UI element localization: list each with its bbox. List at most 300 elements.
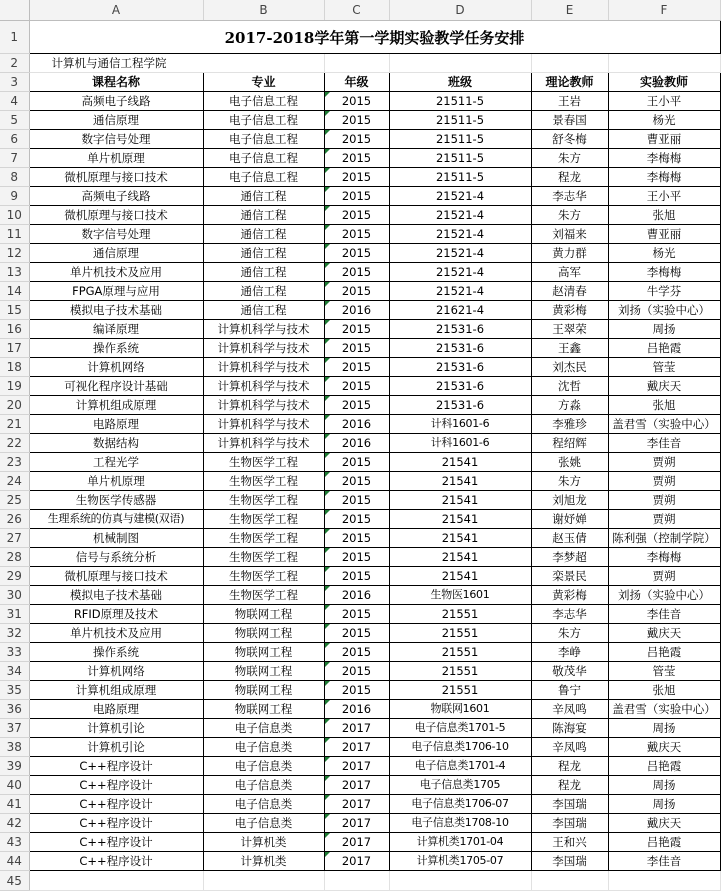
grade-cell[interactable]: 2015 [324, 320, 389, 339]
column-header-d[interactable]: D [389, 0, 531, 21]
lab-teacher-cell[interactable]: 曹亚丽 [608, 225, 720, 244]
row-number[interactable]: 7 [0, 149, 29, 168]
empty-cell[interactable] [324, 54, 389, 73]
grade-cell[interactable]: 2015 [324, 339, 389, 358]
course-name-cell[interactable]: C++程序设计 [29, 757, 203, 776]
class-cell[interactable]: 21551 [389, 624, 531, 643]
column-header-c[interactable]: C [324, 0, 389, 21]
major-cell[interactable]: 生物医学工程 [203, 491, 324, 510]
lab-teacher-cell[interactable]: 戴庆天 [608, 738, 720, 757]
lab-teacher-cell[interactable]: 王小平 [608, 92, 720, 111]
lab-teacher-cell[interactable]: 杨光 [608, 111, 720, 130]
major-cell[interactable]: 生物医学工程 [203, 510, 324, 529]
theory-teacher-cell[interactable]: 刘福来 [531, 225, 608, 244]
theory-teacher-cell[interactable]: 朱方 [531, 624, 608, 643]
theory-teacher-cell[interactable]: 陈海宴 [531, 719, 608, 738]
header-lab-teacher[interactable]: 实验教师 [608, 73, 720, 92]
theory-teacher-cell[interactable]: 辛凤鸣 [531, 700, 608, 719]
column-header-a[interactable]: A [29, 0, 203, 21]
course-name-cell[interactable]: 微机原理与接口技术 [29, 567, 203, 586]
major-cell[interactable]: 计算机科学与技术 [203, 415, 324, 434]
empty-cell[interactable] [29, 871, 203, 891]
grade-cell[interactable]: 2017 [324, 833, 389, 852]
lab-teacher-cell[interactable]: 王小平 [608, 187, 720, 206]
theory-teacher-cell[interactable]: 辛凤鸣 [531, 738, 608, 757]
theory-teacher-cell[interactable]: 方淼 [531, 396, 608, 415]
class-cell[interactable]: 21531-6 [389, 339, 531, 358]
grade-cell[interactable]: 2016 [324, 434, 389, 453]
row-number[interactable]: 8 [0, 168, 29, 187]
course-name-cell[interactable]: 计算机组成原理 [29, 396, 203, 415]
course-name-cell[interactable]: C++程序设计 [29, 852, 203, 871]
class-cell[interactable]: 21541 [389, 453, 531, 472]
major-cell[interactable]: 电子信息类 [203, 795, 324, 814]
theory-teacher-cell[interactable]: 高军 [531, 263, 608, 282]
empty-cell[interactable] [389, 54, 531, 73]
grade-cell[interactable]: 2017 [324, 776, 389, 795]
course-name-cell[interactable]: 微机原理与接口技术 [29, 168, 203, 187]
theory-teacher-cell[interactable]: 程龙 [531, 776, 608, 795]
class-cell[interactable]: 21511-5 [389, 149, 531, 168]
lab-teacher-cell[interactable]: 吕艳霞 [608, 643, 720, 662]
lab-teacher-cell[interactable]: 管莹 [608, 358, 720, 377]
major-cell[interactable]: 物联网工程 [203, 681, 324, 700]
empty-cell[interactable] [608, 54, 720, 73]
row-number[interactable]: 41 [0, 795, 29, 814]
major-cell[interactable]: 生物医学工程 [203, 586, 324, 605]
row-number[interactable]: 22 [0, 434, 29, 453]
row-number[interactable]: 17 [0, 339, 29, 358]
grade-cell[interactable]: 2015 [324, 662, 389, 681]
theory-teacher-cell[interactable]: 敬茂华 [531, 662, 608, 681]
grade-cell[interactable]: 2016 [324, 700, 389, 719]
major-cell[interactable]: 通信工程 [203, 225, 324, 244]
grade-cell[interactable]: 2015 [324, 358, 389, 377]
class-cell[interactable]: 21521-4 [389, 263, 531, 282]
class-cell[interactable]: 21551 [389, 605, 531, 624]
class-cell[interactable]: 21531-6 [389, 396, 531, 415]
row-number[interactable]: 4 [0, 92, 29, 111]
row-number[interactable]: 36 [0, 700, 29, 719]
course-name-cell[interactable]: 计算机组成原理 [29, 681, 203, 700]
major-cell[interactable]: 生物医学工程 [203, 453, 324, 472]
major-cell[interactable]: 计算机科学与技术 [203, 377, 324, 396]
major-cell[interactable]: 通信工程 [203, 282, 324, 301]
lab-teacher-cell[interactable]: 曹亚丽 [608, 130, 720, 149]
lab-teacher-cell[interactable]: 杨光 [608, 244, 720, 263]
theory-teacher-cell[interactable]: 张姚 [531, 453, 608, 472]
grade-cell[interactable]: 2017 [324, 795, 389, 814]
class-cell[interactable]: 21511-5 [389, 92, 531, 111]
course-name-cell[interactable]: 电路原理 [29, 415, 203, 434]
grade-cell[interactable]: 2015 [324, 396, 389, 415]
grade-cell[interactable]: 2015 [324, 263, 389, 282]
row-number[interactable]: 30 [0, 586, 29, 605]
major-cell[interactable]: 电子信息工程 [203, 168, 324, 187]
theory-teacher-cell[interactable]: 栾景民 [531, 567, 608, 586]
course-name-cell[interactable]: C++程序设计 [29, 814, 203, 833]
class-cell[interactable]: 21551 [389, 681, 531, 700]
lab-teacher-cell[interactable]: 贾朔 [608, 567, 720, 586]
theory-teacher-cell[interactable]: 王鑫 [531, 339, 608, 358]
grade-cell[interactable]: 2016 [324, 586, 389, 605]
row-number[interactable]: 40 [0, 776, 29, 795]
class-cell[interactable]: 电子信息类1708-10 [389, 814, 531, 833]
theory-teacher-cell[interactable]: 李志华 [531, 187, 608, 206]
grade-cell[interactable]: 2015 [324, 643, 389, 662]
class-cell[interactable]: 电子信息类1706-10 [389, 738, 531, 757]
theory-teacher-cell[interactable]: 李国瑞 [531, 852, 608, 871]
empty-cell[interactable] [324, 871, 389, 891]
lab-teacher-cell[interactable]: 盖君雪（实验中心） [608, 700, 720, 719]
theory-teacher-cell[interactable]: 朱方 [531, 472, 608, 491]
row-number[interactable]: 1 [0, 21, 29, 54]
row-number[interactable]: 11 [0, 225, 29, 244]
row-number[interactable]: 19 [0, 377, 29, 396]
class-cell[interactable]: 电子信息类1706-07 [389, 795, 531, 814]
empty-cell[interactable] [531, 54, 608, 73]
lab-teacher-cell[interactable]: 周扬 [608, 320, 720, 339]
major-cell[interactable]: 电子信息工程 [203, 130, 324, 149]
theory-teacher-cell[interactable]: 程龙 [531, 757, 608, 776]
grade-cell[interactable]: 2016 [324, 415, 389, 434]
course-name-cell[interactable]: 可视化程序设计基础 [29, 377, 203, 396]
grade-cell[interactable]: 2015 [324, 472, 389, 491]
lab-teacher-cell[interactable]: 戴庆天 [608, 377, 720, 396]
header-grade[interactable]: 年级 [324, 73, 389, 92]
row-number[interactable]: 13 [0, 263, 29, 282]
course-name-cell[interactable]: 通信原理 [29, 244, 203, 263]
course-name-cell[interactable]: 单片机原理 [29, 472, 203, 491]
header-major[interactable]: 专业 [203, 73, 324, 92]
lab-teacher-cell[interactable]: 吕艳霞 [608, 757, 720, 776]
course-name-cell[interactable]: 计算机引论 [29, 738, 203, 757]
course-name-cell[interactable]: 单片机技术及应用 [29, 263, 203, 282]
class-cell[interactable]: 电子信息类1701-4 [389, 757, 531, 776]
class-cell[interactable]: 21531-6 [389, 320, 531, 339]
grade-cell[interactable]: 2015 [324, 681, 389, 700]
header-class[interactable]: 班级 [389, 73, 531, 92]
course-name-cell[interactable]: 操作系统 [29, 339, 203, 358]
theory-teacher-cell[interactable]: 朱方 [531, 206, 608, 225]
row-number[interactable]: 28 [0, 548, 29, 567]
header-course-name[interactable]: 课程名称 [29, 73, 203, 92]
class-cell[interactable]: 21521-4 [389, 244, 531, 263]
class-cell[interactable]: 计科1601-6 [389, 434, 531, 453]
row-number[interactable]: 44 [0, 852, 29, 871]
theory-teacher-cell[interactable]: 朱方 [531, 149, 608, 168]
lab-teacher-cell[interactable]: 李梅梅 [608, 149, 720, 168]
row-number[interactable]: 24 [0, 472, 29, 491]
row-number[interactable]: 42 [0, 814, 29, 833]
course-name-cell[interactable]: 生理系统的仿真与建模(双语) [29, 510, 203, 529]
course-name-cell[interactable]: 高频电子线路 [29, 92, 203, 111]
class-cell[interactable]: 21511-5 [389, 111, 531, 130]
grade-cell[interactable]: 2015 [324, 168, 389, 187]
class-cell[interactable]: 21521-4 [389, 206, 531, 225]
major-cell[interactable]: 电子信息类 [203, 814, 324, 833]
class-cell[interactable]: 21551 [389, 662, 531, 681]
theory-teacher-cell[interactable]: 王和兴 [531, 833, 608, 852]
row-number[interactable]: 25 [0, 491, 29, 510]
row-number[interactable]: 45 [0, 871, 29, 891]
lab-teacher-cell[interactable]: 周扬 [608, 795, 720, 814]
course-name-cell[interactable]: 计算机网络 [29, 662, 203, 681]
major-cell[interactable]: 电子信息工程 [203, 111, 324, 130]
theory-teacher-cell[interactable]: 李雅珍 [531, 415, 608, 434]
theory-teacher-cell[interactable]: 王岩 [531, 92, 608, 111]
lab-teacher-cell[interactable]: 李佳音 [608, 852, 720, 871]
grade-cell[interactable]: 2015 [324, 624, 389, 643]
major-cell[interactable]: 通信工程 [203, 187, 324, 206]
row-number[interactable]: 26 [0, 510, 29, 529]
grade-cell[interactable]: 2017 [324, 719, 389, 738]
major-cell[interactable]: 计算机类 [203, 833, 324, 852]
row-number[interactable]: 18 [0, 358, 29, 377]
select-all-corner[interactable] [0, 0, 29, 21]
major-cell[interactable]: 计算机科学与技术 [203, 320, 324, 339]
class-cell[interactable]: 物联网1601 [389, 700, 531, 719]
empty-cell[interactable] [531, 871, 608, 891]
lab-teacher-cell[interactable]: 李佳音 [608, 434, 720, 453]
course-name-cell[interactable]: 模拟电子技术基础 [29, 586, 203, 605]
theory-teacher-cell[interactable]: 李国瑞 [531, 795, 608, 814]
lab-teacher-cell[interactable]: 吕艳霞 [608, 833, 720, 852]
course-name-cell[interactable]: 数字信号处理 [29, 130, 203, 149]
lab-teacher-cell[interactable]: 管莹 [608, 662, 720, 681]
grade-cell[interactable]: 2015 [324, 529, 389, 548]
theory-teacher-cell[interactable]: 李志华 [531, 605, 608, 624]
theory-teacher-cell[interactable]: 李梦超 [531, 548, 608, 567]
major-cell[interactable]: 计算机科学与技术 [203, 358, 324, 377]
lab-teacher-cell[interactable]: 贾朔 [608, 472, 720, 491]
theory-teacher-cell[interactable]: 谢妤婵 [531, 510, 608, 529]
course-name-cell[interactable]: 高频电子线路 [29, 187, 203, 206]
lab-teacher-cell[interactable]: 周扬 [608, 719, 720, 738]
grade-cell[interactable]: 2015 [324, 244, 389, 263]
major-cell[interactable]: 通信工程 [203, 301, 324, 320]
class-cell[interactable]: 计算机类1705-07 [389, 852, 531, 871]
theory-teacher-cell[interactable]: 沈哲 [531, 377, 608, 396]
grade-cell[interactable]: 2017 [324, 757, 389, 776]
row-number[interactable]: 12 [0, 244, 29, 263]
class-cell[interactable]: 21531-6 [389, 358, 531, 377]
course-name-cell[interactable]: 通信原理 [29, 111, 203, 130]
row-number[interactable]: 14 [0, 282, 29, 301]
row-number[interactable]: 5 [0, 111, 29, 130]
theory-teacher-cell[interactable]: 刘旭龙 [531, 491, 608, 510]
grade-cell[interactable]: 2015 [324, 282, 389, 301]
grade-cell[interactable]: 2015 [324, 225, 389, 244]
class-cell[interactable]: 21541 [389, 472, 531, 491]
course-name-cell[interactable]: FPGA原理与应用 [29, 282, 203, 301]
row-number[interactable]: 21 [0, 415, 29, 434]
theory-teacher-cell[interactable]: 刘杰民 [531, 358, 608, 377]
lab-teacher-cell[interactable]: 李梅梅 [608, 168, 720, 187]
row-number[interactable]: 35 [0, 681, 29, 700]
lab-teacher-cell[interactable]: 李梅梅 [608, 548, 720, 567]
row-number[interactable]: 20 [0, 396, 29, 415]
major-cell[interactable]: 电子信息工程 [203, 92, 324, 111]
course-name-cell[interactable]: 模拟电子技术基础 [29, 301, 203, 320]
major-cell[interactable]: 通信工程 [203, 244, 324, 263]
course-name-cell[interactable]: C++程序设计 [29, 776, 203, 795]
row-number[interactable]: 3 [0, 73, 29, 92]
row-number[interactable]: 9 [0, 187, 29, 206]
course-name-cell[interactable]: 数据结构 [29, 434, 203, 453]
row-number[interactable]: 16 [0, 320, 29, 339]
row-number[interactable]: 27 [0, 529, 29, 548]
sheet-title[interactable]: 2017-2018学年第一学期实验教学任务安排 [29, 21, 720, 54]
class-cell[interactable]: 21551 [389, 643, 531, 662]
theory-teacher-cell[interactable]: 王翠荣 [531, 320, 608, 339]
major-cell[interactable]: 物联网工程 [203, 624, 324, 643]
lab-teacher-cell[interactable]: 陈利强（控制学院） [608, 529, 720, 548]
major-cell[interactable]: 物联网工程 [203, 605, 324, 624]
grade-cell[interactable]: 2015 [324, 491, 389, 510]
row-number[interactable]: 15 [0, 301, 29, 320]
lab-teacher-cell[interactable]: 张旭 [608, 681, 720, 700]
lab-teacher-cell[interactable]: 刘扬（实验中心） [608, 301, 720, 320]
column-header-b[interactable]: B [203, 0, 324, 21]
class-cell[interactable]: 电子信息类1705 [389, 776, 531, 795]
column-header-f[interactable]: F [608, 0, 720, 21]
lab-teacher-cell[interactable]: 张旭 [608, 396, 720, 415]
grade-cell[interactable]: 2015 [324, 548, 389, 567]
grade-cell[interactable]: 2015 [324, 206, 389, 225]
course-name-cell[interactable]: 数字信号处理 [29, 225, 203, 244]
major-cell[interactable]: 电子信息类 [203, 738, 324, 757]
major-cell[interactable]: 生物医学工程 [203, 567, 324, 586]
class-cell[interactable]: 21541 [389, 567, 531, 586]
class-cell[interactable]: 生物医1601 [389, 586, 531, 605]
lab-teacher-cell[interactable]: 戴庆天 [608, 814, 720, 833]
grade-cell[interactable]: 2015 [324, 187, 389, 206]
theory-teacher-cell[interactable]: 李峥 [531, 643, 608, 662]
grade-cell[interactable]: 2017 [324, 738, 389, 757]
empty-cell[interactable] [608, 871, 720, 891]
class-cell[interactable]: 计算机类1701-04 [389, 833, 531, 852]
grade-cell[interactable]: 2015 [324, 377, 389, 396]
theory-teacher-cell[interactable]: 程绍辉 [531, 434, 608, 453]
empty-cell[interactable] [389, 871, 531, 891]
theory-teacher-cell[interactable]: 赵玉倩 [531, 529, 608, 548]
lab-teacher-cell[interactable]: 贾朔 [608, 510, 720, 529]
course-name-cell[interactable]: 信号与系统分析 [29, 548, 203, 567]
row-number[interactable]: 6 [0, 130, 29, 149]
row-number[interactable]: 37 [0, 719, 29, 738]
grade-cell[interactable]: 2015 [324, 111, 389, 130]
lab-teacher-cell[interactable]: 吕艳霞 [608, 339, 720, 358]
major-cell[interactable]: 生物医学工程 [203, 548, 324, 567]
major-cell[interactable]: 计算机科学与技术 [203, 434, 324, 453]
theory-teacher-cell[interactable]: 黄彩梅 [531, 586, 608, 605]
major-cell[interactable]: 通信工程 [203, 263, 324, 282]
grade-cell[interactable]: 2015 [324, 130, 389, 149]
lab-teacher-cell[interactable]: 戴庆天 [608, 624, 720, 643]
class-cell[interactable]: 21541 [389, 548, 531, 567]
grade-cell[interactable]: 2015 [324, 92, 389, 111]
lab-teacher-cell[interactable]: 李佳音 [608, 605, 720, 624]
course-name-cell[interactable]: 计算机网络 [29, 358, 203, 377]
course-name-cell[interactable]: 生物医学传感器 [29, 491, 203, 510]
lab-teacher-cell[interactable]: 贾朔 [608, 453, 720, 472]
row-number[interactable]: 31 [0, 605, 29, 624]
major-cell[interactable]: 物联网工程 [203, 700, 324, 719]
theory-teacher-cell[interactable]: 景春国 [531, 111, 608, 130]
row-number[interactable]: 23 [0, 453, 29, 472]
row-number[interactable]: 29 [0, 567, 29, 586]
theory-teacher-cell[interactable]: 舒冬梅 [531, 130, 608, 149]
class-cell[interactable]: 21621-4 [389, 301, 531, 320]
college-name[interactable]: 计算机与通信工程学院 [29, 54, 324, 73]
major-cell[interactable]: 电子信息类 [203, 757, 324, 776]
row-number[interactable]: 38 [0, 738, 29, 757]
row-number[interactable]: 2 [0, 54, 29, 73]
theory-teacher-cell[interactable]: 赵清春 [531, 282, 608, 301]
lab-teacher-cell[interactable]: 刘扬（实验中心） [608, 586, 720, 605]
major-cell[interactable]: 物联网工程 [203, 662, 324, 681]
theory-teacher-cell[interactable]: 程龙 [531, 168, 608, 187]
grade-cell[interactable]: 2015 [324, 453, 389, 472]
header-theory-teacher[interactable]: 理论教师 [531, 73, 608, 92]
class-cell[interactable]: 计科1601-6 [389, 415, 531, 434]
lab-teacher-cell[interactable]: 贾朔 [608, 491, 720, 510]
class-cell[interactable]: 21541 [389, 491, 531, 510]
class-cell[interactable]: 21521-4 [389, 282, 531, 301]
course-name-cell[interactable]: 微机原理与接口技术 [29, 206, 203, 225]
course-name-cell[interactable]: 计算机引论 [29, 719, 203, 738]
theory-teacher-cell[interactable]: 黄力群 [531, 244, 608, 263]
row-number[interactable]: 34 [0, 662, 29, 681]
class-cell[interactable]: 21541 [389, 510, 531, 529]
course-name-cell[interactable]: 工程光学 [29, 453, 203, 472]
course-name-cell[interactable]: C++程序设计 [29, 795, 203, 814]
theory-teacher-cell[interactable]: 鲁宁 [531, 681, 608, 700]
course-name-cell[interactable]: 电路原理 [29, 700, 203, 719]
major-cell[interactable]: 生物医学工程 [203, 472, 324, 491]
grade-cell[interactable]: 2017 [324, 814, 389, 833]
lab-teacher-cell[interactable]: 牛学芬 [608, 282, 720, 301]
empty-cell[interactable] [203, 871, 324, 891]
lab-teacher-cell[interactable]: 李梅梅 [608, 263, 720, 282]
major-cell[interactable]: 计算机科学与技术 [203, 396, 324, 415]
major-cell[interactable]: 电子信息类 [203, 719, 324, 738]
major-cell[interactable]: 物联网工程 [203, 643, 324, 662]
grade-cell[interactable]: 2015 [324, 149, 389, 168]
row-number[interactable]: 32 [0, 624, 29, 643]
lab-teacher-cell[interactable]: 周扬 [608, 776, 720, 795]
course-name-cell[interactable]: 编译原理 [29, 320, 203, 339]
class-cell[interactable]: 21531-6 [389, 377, 531, 396]
course-name-cell[interactable]: 单片机原理 [29, 149, 203, 168]
class-cell[interactable]: 21511-5 [389, 130, 531, 149]
column-header-e[interactable]: E [531, 0, 608, 21]
course-name-cell[interactable]: 机械制图 [29, 529, 203, 548]
grade-cell[interactable]: 2015 [324, 605, 389, 624]
course-name-cell[interactable]: 操作系统 [29, 643, 203, 662]
lab-teacher-cell[interactable]: 张旭 [608, 206, 720, 225]
major-cell[interactable]: 通信工程 [203, 206, 324, 225]
major-cell[interactable]: 电子信息类 [203, 776, 324, 795]
course-name-cell[interactable]: C++程序设计 [29, 833, 203, 852]
major-cell[interactable]: 电子信息工程 [203, 149, 324, 168]
major-cell[interactable]: 计算机科学与技术 [203, 339, 324, 358]
theory-teacher-cell[interactable]: 黄彩梅 [531, 301, 608, 320]
course-name-cell[interactable]: RFID原理及技术 [29, 605, 203, 624]
class-cell[interactable]: 21511-5 [389, 168, 531, 187]
grade-cell[interactable]: 2015 [324, 567, 389, 586]
